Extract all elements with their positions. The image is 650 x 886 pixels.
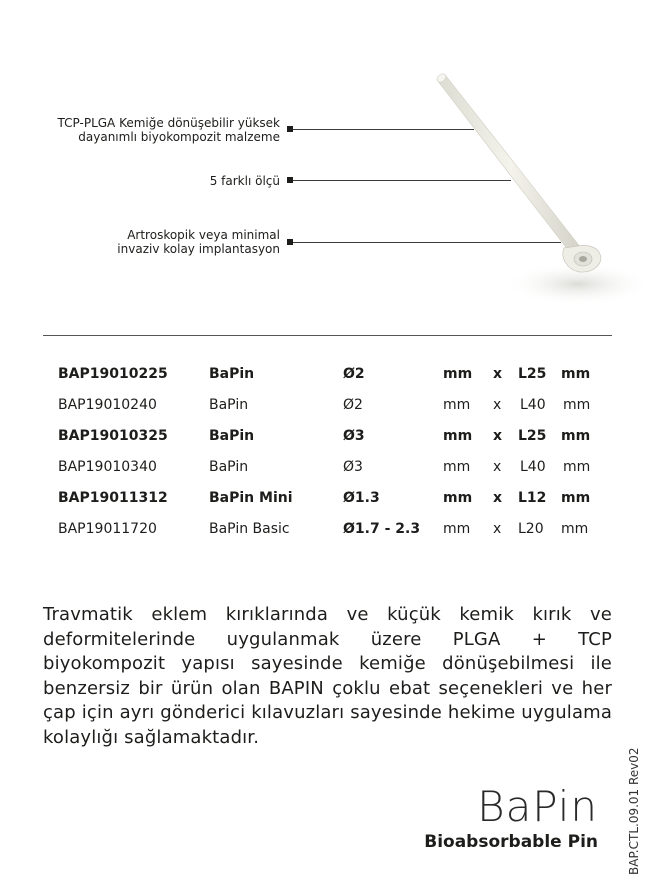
table-row bbox=[0, 459, 650, 485]
product-description: Travmatik eklem kırıklarında ve küçük kemik kırık ve deformitelerinde uygulanmak üzere PLGA + TCP biyokompozit yapısı sayesinde kemiğe dönüşebilmesi ile benzersiz bir ürün olan BAPIN çoklu ebat seçenekleri ve her çap için ayrı gönderici kılavuzları sayesinde hekime uygulama kolaylığı sağlamaktadır. bbox=[43, 604, 612, 748]
unit-label: mm bbox=[563, 397, 591, 413]
product-code: BAP19010225 bbox=[58, 366, 168, 382]
product-name: BaPin bbox=[209, 366, 255, 382]
feature-text: 5 farklı ölçü bbox=[209, 174, 280, 188]
product-diameter: Ø2 bbox=[343, 366, 365, 382]
product-diameter: Ø3 bbox=[343, 428, 365, 444]
product-name: BaPin bbox=[209, 397, 249, 413]
product-length: L25 bbox=[518, 428, 547, 444]
feature-sizes bbox=[210, 174, 280, 188]
product-length: L12 bbox=[518, 490, 547, 506]
product-code: BAP19010325 bbox=[58, 428, 168, 444]
callout-leader bbox=[293, 242, 561, 243]
product-code: BAP19010240 bbox=[58, 397, 157, 413]
times-sign: x bbox=[493, 366, 503, 382]
unit-label: mm bbox=[443, 459, 471, 475]
document-reference: BAP.CTL.09.01 Rev02 bbox=[627, 747, 641, 875]
unit-label: mm bbox=[561, 521, 589, 537]
product-length: L25 bbox=[518, 366, 547, 382]
unit-label: mm bbox=[443, 428, 473, 444]
unit-label: mm bbox=[561, 428, 591, 444]
times-sign: x bbox=[493, 490, 503, 506]
brand-subtitle: Bioabsorbable Pin bbox=[424, 832, 598, 852]
product-name: BaPin bbox=[209, 459, 249, 475]
unit-label: mm bbox=[443, 397, 471, 413]
feature-text: invaziv kolay implantasyon bbox=[117, 242, 280, 256]
table-row bbox=[0, 521, 650, 547]
feature-text: Artroskopik veya minimal bbox=[127, 228, 280, 242]
product-code: BAP19011312 bbox=[58, 490, 168, 506]
times-sign: x bbox=[493, 428, 503, 444]
times-sign: x bbox=[493, 459, 502, 475]
feature-implantation bbox=[117, 228, 280, 256]
callout-leader bbox=[293, 129, 474, 130]
product-diameter: Ø3 bbox=[343, 459, 363, 475]
unit-label: mm bbox=[561, 366, 591, 382]
section-divider bbox=[43, 335, 612, 336]
brand-name: BaPin bbox=[477, 782, 598, 831]
bioabsorbable-pin-illustration bbox=[0, 0, 650, 320]
product-code: BAP19011720 bbox=[58, 521, 157, 537]
callout-leader bbox=[293, 180, 511, 181]
table-row bbox=[0, 428, 650, 454]
unit-label: mm bbox=[563, 459, 591, 475]
unit-label: mm bbox=[561, 490, 591, 506]
times-sign: x bbox=[493, 397, 502, 413]
product-name: BaPin bbox=[209, 428, 255, 444]
product-diameter: Ø1.7 - 2.3 bbox=[343, 521, 421, 537]
feature-text: TCP-PLGA Kemiğe dönüşebilir yüksek bbox=[57, 116, 280, 130]
product-length: L40 bbox=[520, 397, 546, 413]
times-sign: x bbox=[493, 521, 502, 537]
unit-label: mm bbox=[443, 521, 471, 537]
table-row bbox=[0, 366, 650, 392]
product-code: BAP19010340 bbox=[58, 459, 157, 475]
feature-material bbox=[58, 116, 280, 144]
pin-head-hex bbox=[579, 256, 587, 262]
unit-label: mm bbox=[443, 366, 473, 382]
product-name: BaPin Basic bbox=[209, 521, 290, 537]
table-row bbox=[0, 490, 650, 516]
product-length: L40 bbox=[520, 459, 546, 475]
product-hero bbox=[0, 0, 650, 320]
product-name: BaPin Mini bbox=[209, 490, 293, 506]
table-row bbox=[0, 397, 650, 423]
feature-text: dayanımlı biyokompozit malzeme bbox=[78, 130, 280, 144]
unit-label: mm bbox=[443, 490, 473, 506]
pin-shaft bbox=[437, 76, 585, 259]
product-length: L20 bbox=[518, 521, 544, 537]
product-diameter: Ø2 bbox=[343, 397, 363, 413]
product-diameter: Ø1.3 bbox=[343, 490, 380, 506]
